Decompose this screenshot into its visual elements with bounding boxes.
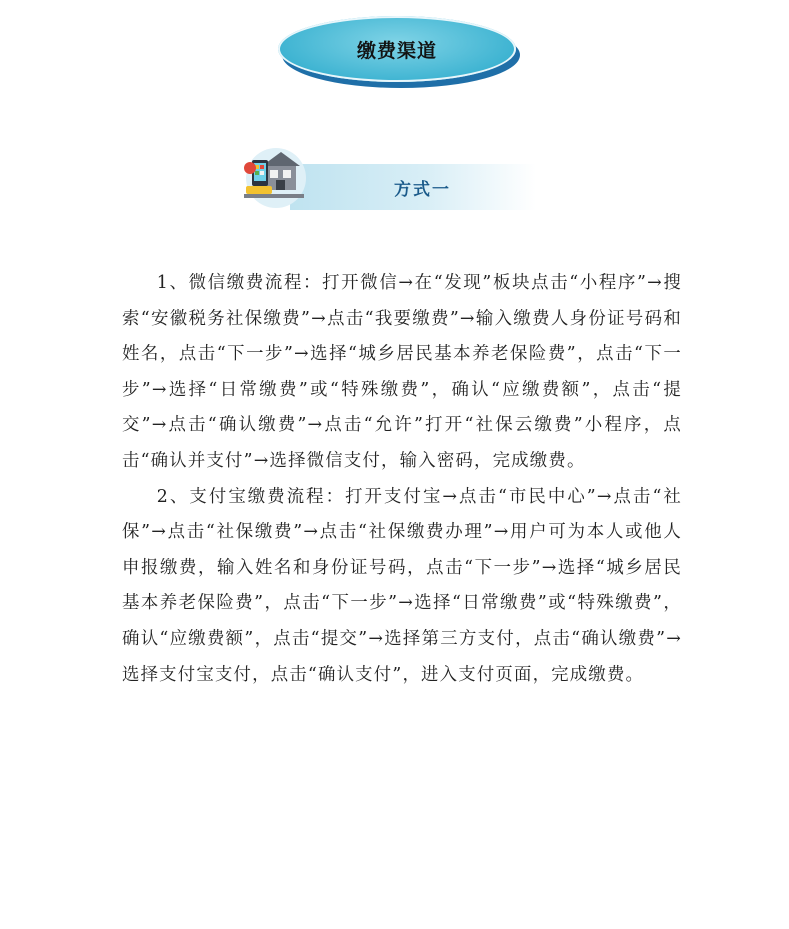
method-label: 方式一 bbox=[394, 179, 451, 200]
page-title: 缴费渠道 bbox=[356, 39, 437, 62]
method-label-band bbox=[290, 164, 536, 210]
alipay-payment-steps: 2、支付宝缴费流程：打开支付宝→点击“市民中心”→点击“社保”→点击“社保缴费”→点击“社保缴费办理”→用户可为本人或他人申报缴费，输入姓名和身份证号码，点击“下一步”→选择“城乡居民基本养老保险费”，点击“下一步”→选择“日常缴费”或“特殊缴费”，确认“应缴费额”，点击“提交”→选择第三方支付，点击“确认缴费”→选择支付宝支付，点击“确认支付”，进入支付页面，完成缴费。 bbox=[122, 486, 682, 685]
payment-instructions bbox=[122, 266, 682, 693]
building-payment-icon bbox=[240, 146, 310, 210]
section-title-banner bbox=[278, 16, 516, 82]
wechat-payment-steps: 1、微信缴费流程：打开微信→在“发现”板块点击“小程序”→搜索“安徽税务社保缴费”→点击“我要缴费”→输入缴费人身份证号码和姓名，点击“下一步”→选择“城乡居民基本养老保险费”，点击“下一步”→选择“日常缴费”或“特殊缴费”，确认“应缴费额”，点击“提交”→点击“确认缴费”→点击“允许”打开“社保云缴费”小程序，点击“确认并支付”→选择微信支付，输入密码，完成缴费。 bbox=[122, 273, 682, 471]
